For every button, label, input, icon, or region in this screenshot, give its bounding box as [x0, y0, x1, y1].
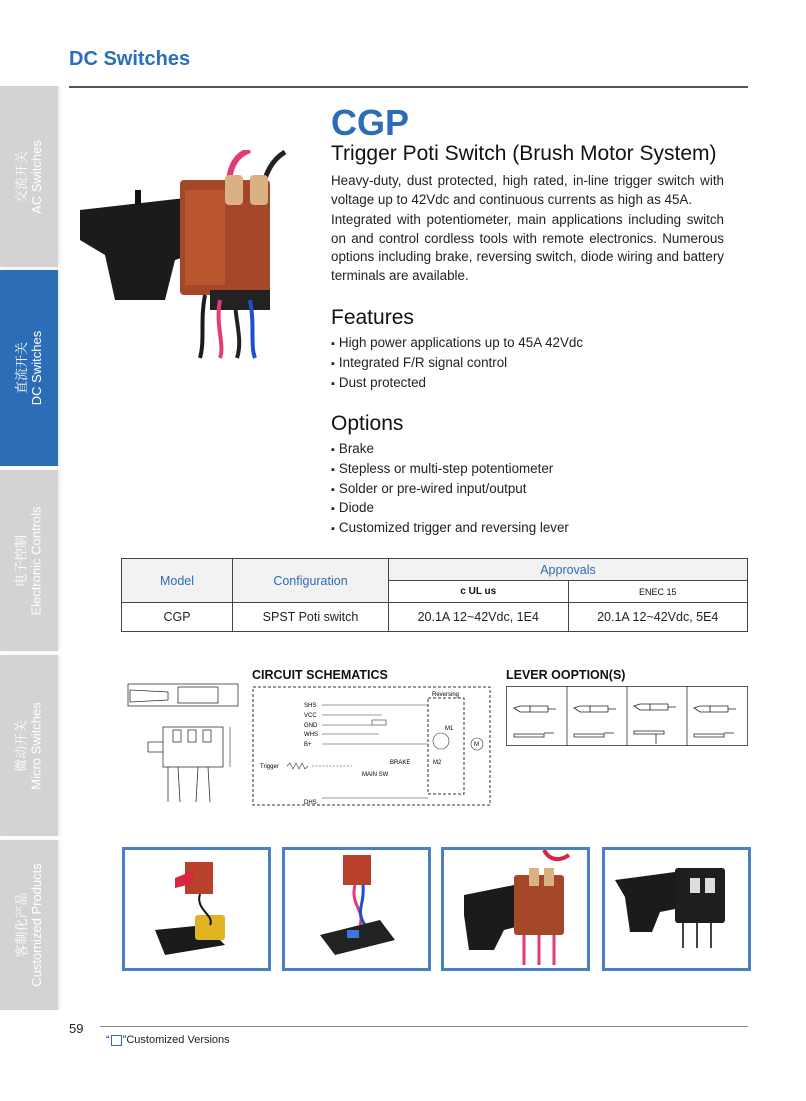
enec-mark-icon: ENEC 15 — [568, 581, 748, 603]
features-heading: Features — [331, 306, 414, 329]
photo-variant-3 — [441, 847, 590, 971]
features-list — [331, 334, 583, 393]
svg-text:M: M — [474, 742, 479, 748]
dimension-drawing — [118, 672, 243, 812]
customized-marker-icon — [111, 1035, 122, 1046]
shs-label: SHS — [304, 703, 317, 709]
product-description-1: Heavy-duty, dust protected, high rated, in-line trigger switch with voltage up to 42Vdc and continuous currents as high as 45A. — [331, 173, 724, 207]
table-cell-config: SPST Poti switch — [233, 603, 389, 632]
footer-note — [106, 1034, 230, 1046]
side-tab-dc-switches[interactable] — [0, 270, 58, 466]
bplus-label: B+ — [304, 742, 312, 748]
circuit-schematic — [252, 686, 492, 806]
footer-note-text: ”Customized Versions — [122, 1034, 230, 1046]
tab-label-cn: 电子控制 — [14, 534, 30, 587]
vcc-label: VCC — [304, 713, 317, 719]
gnd-label: GND — [304, 723, 318, 729]
m2-label: M2 — [433, 760, 442, 766]
tab-label-cn: 微动开关 — [14, 719, 30, 772]
brake-label: BRAKE — [390, 760, 411, 766]
tab-label-cn: 客制化产品 — [14, 892, 29, 958]
photo-variant-4 — [602, 847, 751, 971]
reversing-label: Reversing — [432, 692, 460, 698]
tab-label-en: Customized Products — [29, 863, 44, 987]
m1-label: M1 — [445, 726, 454, 732]
list-item: ▪ Stepless or multi-step potentiometer — [331, 460, 569, 480]
table-cell-model: CGP — [122, 603, 233, 632]
side-tab-electronic-controls[interactable] — [0, 470, 58, 651]
footer-quote-open: “ — [106, 1034, 110, 1046]
list-item: ▪ Integrated F/R signal control — [331, 354, 583, 374]
photo-variant-2 — [282, 847, 431, 971]
header-configuration: Configuration — [233, 559, 389, 603]
tab-label-en: Micro Switches — [29, 701, 45, 790]
photo-variant-1 — [122, 847, 271, 971]
tab-label-en: DC Switches — [29, 330, 45, 406]
tab-label-cn: 交流开关 — [14, 150, 30, 203]
product-name: Trigger Poti Switch (Brush Motor System) — [331, 142, 717, 165]
list-item: ▪ Dust protected — [331, 374, 583, 394]
product-description-2: Integrated with potentiometer, main applications including switch on and control cordless tools with remote electronics. Numerous options including brake, reversing switch, diode wiring and battery terminals are available. — [331, 212, 724, 283]
approvals-table — [121, 558, 748, 632]
tab-label-cn: 直流开关 — [14, 341, 30, 395]
options-list — [331, 440, 569, 539]
page-number: 59 — [69, 1021, 84, 1036]
trigger-label: Trigger — [260, 764, 279, 770]
list-item: ▪ Customized trigger and reversing lever — [331, 519, 569, 539]
tab-label-en: Electronic Controls — [29, 505, 45, 616]
page-section-title: DC Switches — [69, 48, 191, 70]
tab-label-en: AC Switches — [29, 139, 45, 214]
ul-mark-icon: c UL us — [389, 581, 569, 603]
product-code: CGP — [331, 102, 410, 143]
dhs-label: DHS — [304, 800, 317, 806]
lever-options-grid — [506, 686, 748, 746]
header-model: Model — [122, 559, 233, 603]
list-item: ▪ Solder or pre-wired input/output — [331, 480, 569, 500]
product-photo — [75, 150, 305, 360]
list-item: ▪ Diode — [331, 499, 569, 519]
list-item: ▪ Brake — [331, 440, 569, 460]
whs-label: WHS — [304, 732, 318, 738]
options-heading: Options — [331, 412, 404, 435]
header-approvals: Approvals — [389, 559, 748, 581]
lever-caption: LEVER OOPTION(S) — [506, 668, 626, 682]
list-item: ▪ High power applications up to 45A 42Vdc — [331, 334, 583, 354]
footer-divider — [100, 1026, 748, 1027]
circuit-caption: CIRCUIT SCHEMATICS — [252, 668, 388, 682]
side-tab-micro-switches[interactable] — [0, 655, 58, 836]
main-sw-label: MAIN SW — [362, 772, 389, 778]
table-cell-approval-1: 20.1A 12~42Vdc, 1E4 — [389, 603, 569, 632]
table-cell-approval-2: 20.1A 12~42Vdc, 5E4 — [568, 603, 748, 632]
side-tab-customized-products[interactable] — [0, 840, 58, 1010]
side-tab-ac-switches[interactable] — [0, 86, 58, 267]
header-divider — [69, 86, 748, 88]
